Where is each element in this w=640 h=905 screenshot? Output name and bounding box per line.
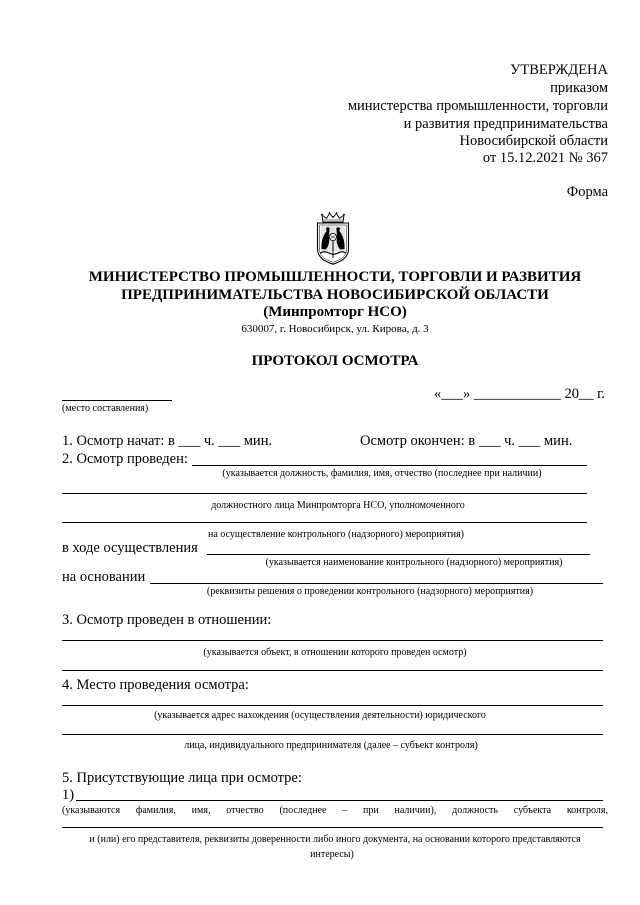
approval-line: приказом bbox=[550, 80, 608, 96]
section-5-label: 5. Присутствующие лица при осмотре: bbox=[62, 770, 302, 786]
object-fill-line bbox=[62, 670, 603, 671]
place-caption: (место составления) bbox=[62, 403, 149, 414]
approval-line: и развития предпринимательства bbox=[403, 116, 608, 132]
location-fill-line bbox=[62, 705, 603, 706]
approval-order-number: от 15.12.2021 № 367 bbox=[482, 150, 608, 166]
location-fill-line bbox=[62, 734, 603, 735]
attendee-fill-line bbox=[76, 800, 603, 801]
document-title: ПРОТОКОЛ ОСМОТРА bbox=[251, 353, 419, 369]
location-caption: (указывается адрес нахождения (осуществления деятельности) юридического bbox=[154, 710, 486, 721]
ministry-address: 630007, г. Новосибирск, ул. Кирова, д. 3 bbox=[241, 323, 429, 335]
section-2-label: 2. Осмотр проведен: bbox=[62, 451, 188, 467]
approval-title: УТВЕРЖДЕНА bbox=[510, 62, 608, 78]
basis-fill-line bbox=[150, 583, 603, 584]
attendee-item-number: 1) bbox=[62, 787, 75, 803]
approval-line: Новосибирской области bbox=[459, 133, 608, 149]
control-measure-caption: (указывается наименование контрольного (надзорного) мероприятия) bbox=[265, 557, 563, 568]
inspector-caption: на осуществление контрольного (надзорного) мероприятия) bbox=[208, 529, 464, 540]
control-measure-fill-line bbox=[207, 554, 590, 555]
inspector-caption: (указывается должность, фамилия, имя, отчество (последнее при наличии) bbox=[222, 468, 542, 479]
inspector-fill-line bbox=[62, 522, 587, 523]
date-fill-line: «___» ____________ 20__ г. bbox=[433, 386, 605, 402]
ministry-short-name: (Минпромторг НСО) bbox=[263, 304, 407, 320]
section-4-label: 4. Место проведения осмотра: bbox=[62, 677, 249, 693]
basis-caption: (реквизиты решения о проведении контрольного (надзорного) мероприятия) bbox=[206, 586, 534, 597]
approval-line: министерства промышленности, торговли bbox=[347, 98, 608, 114]
attendee-caption: интересы) bbox=[310, 849, 354, 860]
inspector-fill-line bbox=[192, 465, 587, 466]
section-3-label: 3. Осмотр проведен в отношении: bbox=[62, 612, 272, 628]
coat-of-arms-icon bbox=[313, 211, 353, 265]
form-label: Форма bbox=[566, 184, 608, 200]
basis-label: на основании bbox=[62, 569, 146, 585]
object-caption: (указывается объект, в отношении которого проведен осмотр) bbox=[203, 647, 467, 658]
inspector-caption: должностного лица Минпромторга НСО, уполномоченного bbox=[211, 500, 465, 511]
attendee-fill-line bbox=[62, 827, 603, 828]
ministry-name-line-1: МИНИСТЕРСТВО ПРОМЫШЛЕННОСТИ, ТОРГОВЛИ И РАЗВИТИЯ bbox=[88, 269, 582, 285]
attendee-caption: (указываются фамилия, имя, отчество (последнее – при наличии), должность субъекта контроля, bbox=[62, 805, 608, 816]
inspection-end-time: Осмотр окончен: в ___ ч. ___ мин. bbox=[360, 433, 573, 449]
inspector-fill-line bbox=[62, 493, 587, 494]
location-caption: лица, индивидуального предпринимателя (далее – субъект контроля) bbox=[184, 740, 478, 751]
attendee-caption: и (или) его представителя, реквизиты доверенности либо иного документа, на основании которого представляются bbox=[89, 834, 581, 845]
control-measure-label: в ходе осуществления bbox=[62, 540, 198, 556]
ministry-name-line-2: ПРЕДПРИНИМАТЕЛЬСТВА НОВОСИБИРСКОЙ ОБЛАСТИ bbox=[121, 287, 549, 303]
inspection-start-time: 1. Осмотр начат: в ___ ч. ___ мин. bbox=[62, 433, 273, 449]
object-fill-line bbox=[62, 640, 603, 641]
place-fill-line bbox=[62, 400, 172, 401]
